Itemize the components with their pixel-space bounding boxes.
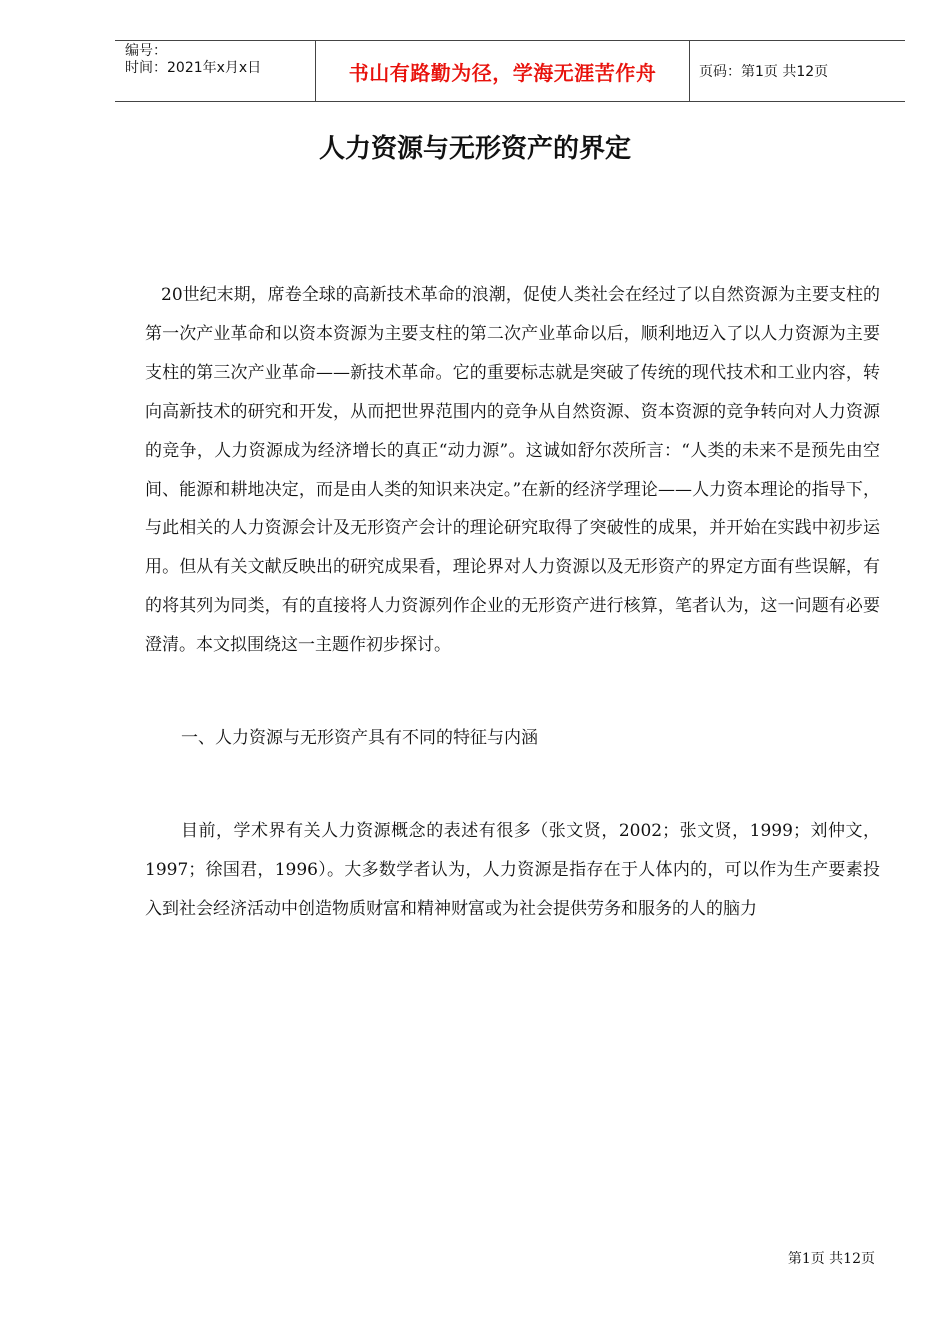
section-heading: 一、人力资源与无形资产具有不同的特征与内涵	[181, 728, 538, 749]
serial-label: 编号：	[125, 43, 167, 59]
date-line: 时间：2021年x月x日	[125, 60, 262, 76]
spacer	[145, 758, 880, 812]
paragraph-intro: 20世纪末期，席卷全球的高新技术革命的浪潮，促使人类社会在经过了以自然资源为主要支柱的第一次产业革命和以资本资源为主要支柱的第二次产业革命以后，顺利地迈入了以人力资源为主要支柱的第三次产业革命——新技术革命。它的重要标志就是突破了传统的现代技术和工业内容，转向高新技术的研究和开发，从而把世界范围内的竞争从自然资源、资本资源的竞争转向对人力资源的竞争，人力资源成为经济增长的真正“动力源”。这诚如舒尔茨所言：“人类的未来不是预先由空间、能源和耕地决定，而是由人类的知识来决定。”在新的经济学理论——人力资本理论的指导下，与此相关的人力资源会计及无形资产会计的理论研究取得了突破性的成果，并开始在实践中初步运用。但从有关文献反映出的研究成果看，理论界对人力资源以及无形资产的界定方面有些误解，有的将其列为同类，有的直接将人力资源列作企业的无形资产进行核算，笔者认为，这一问题有必要澄清。本文拟围绕这一主题作初步探讨。	[145, 285, 880, 656]
paragraph-body: 目前，学术界有关人力资源概念的表述有很多（张文贤，2002；张文贤，1999；刘仲文，1997；徐国君，1996）。大多数学者认为，人力资源是指存在于人体内的，可以作为生产要素投入到社会经济活动中创造物质财富和精神财富或为社会提供劳务和服务的人的脑力	[145, 820, 880, 919]
document-title: 人力资源与无形资产的界定	[318, 134, 631, 164]
page-footer: 第1页 共12页	[787, 1251, 875, 1267]
header-motto: 书山有路勤为径，学海无涯苦作舟	[348, 60, 657, 85]
header-page-info: 页码：第1页 共12页	[699, 64, 829, 80]
document-body	[145, 276, 880, 929]
document-header	[115, 40, 905, 102]
spacer	[145, 665, 880, 719]
header-meta	[125, 41, 315, 101]
header-divider	[689, 41, 690, 101]
